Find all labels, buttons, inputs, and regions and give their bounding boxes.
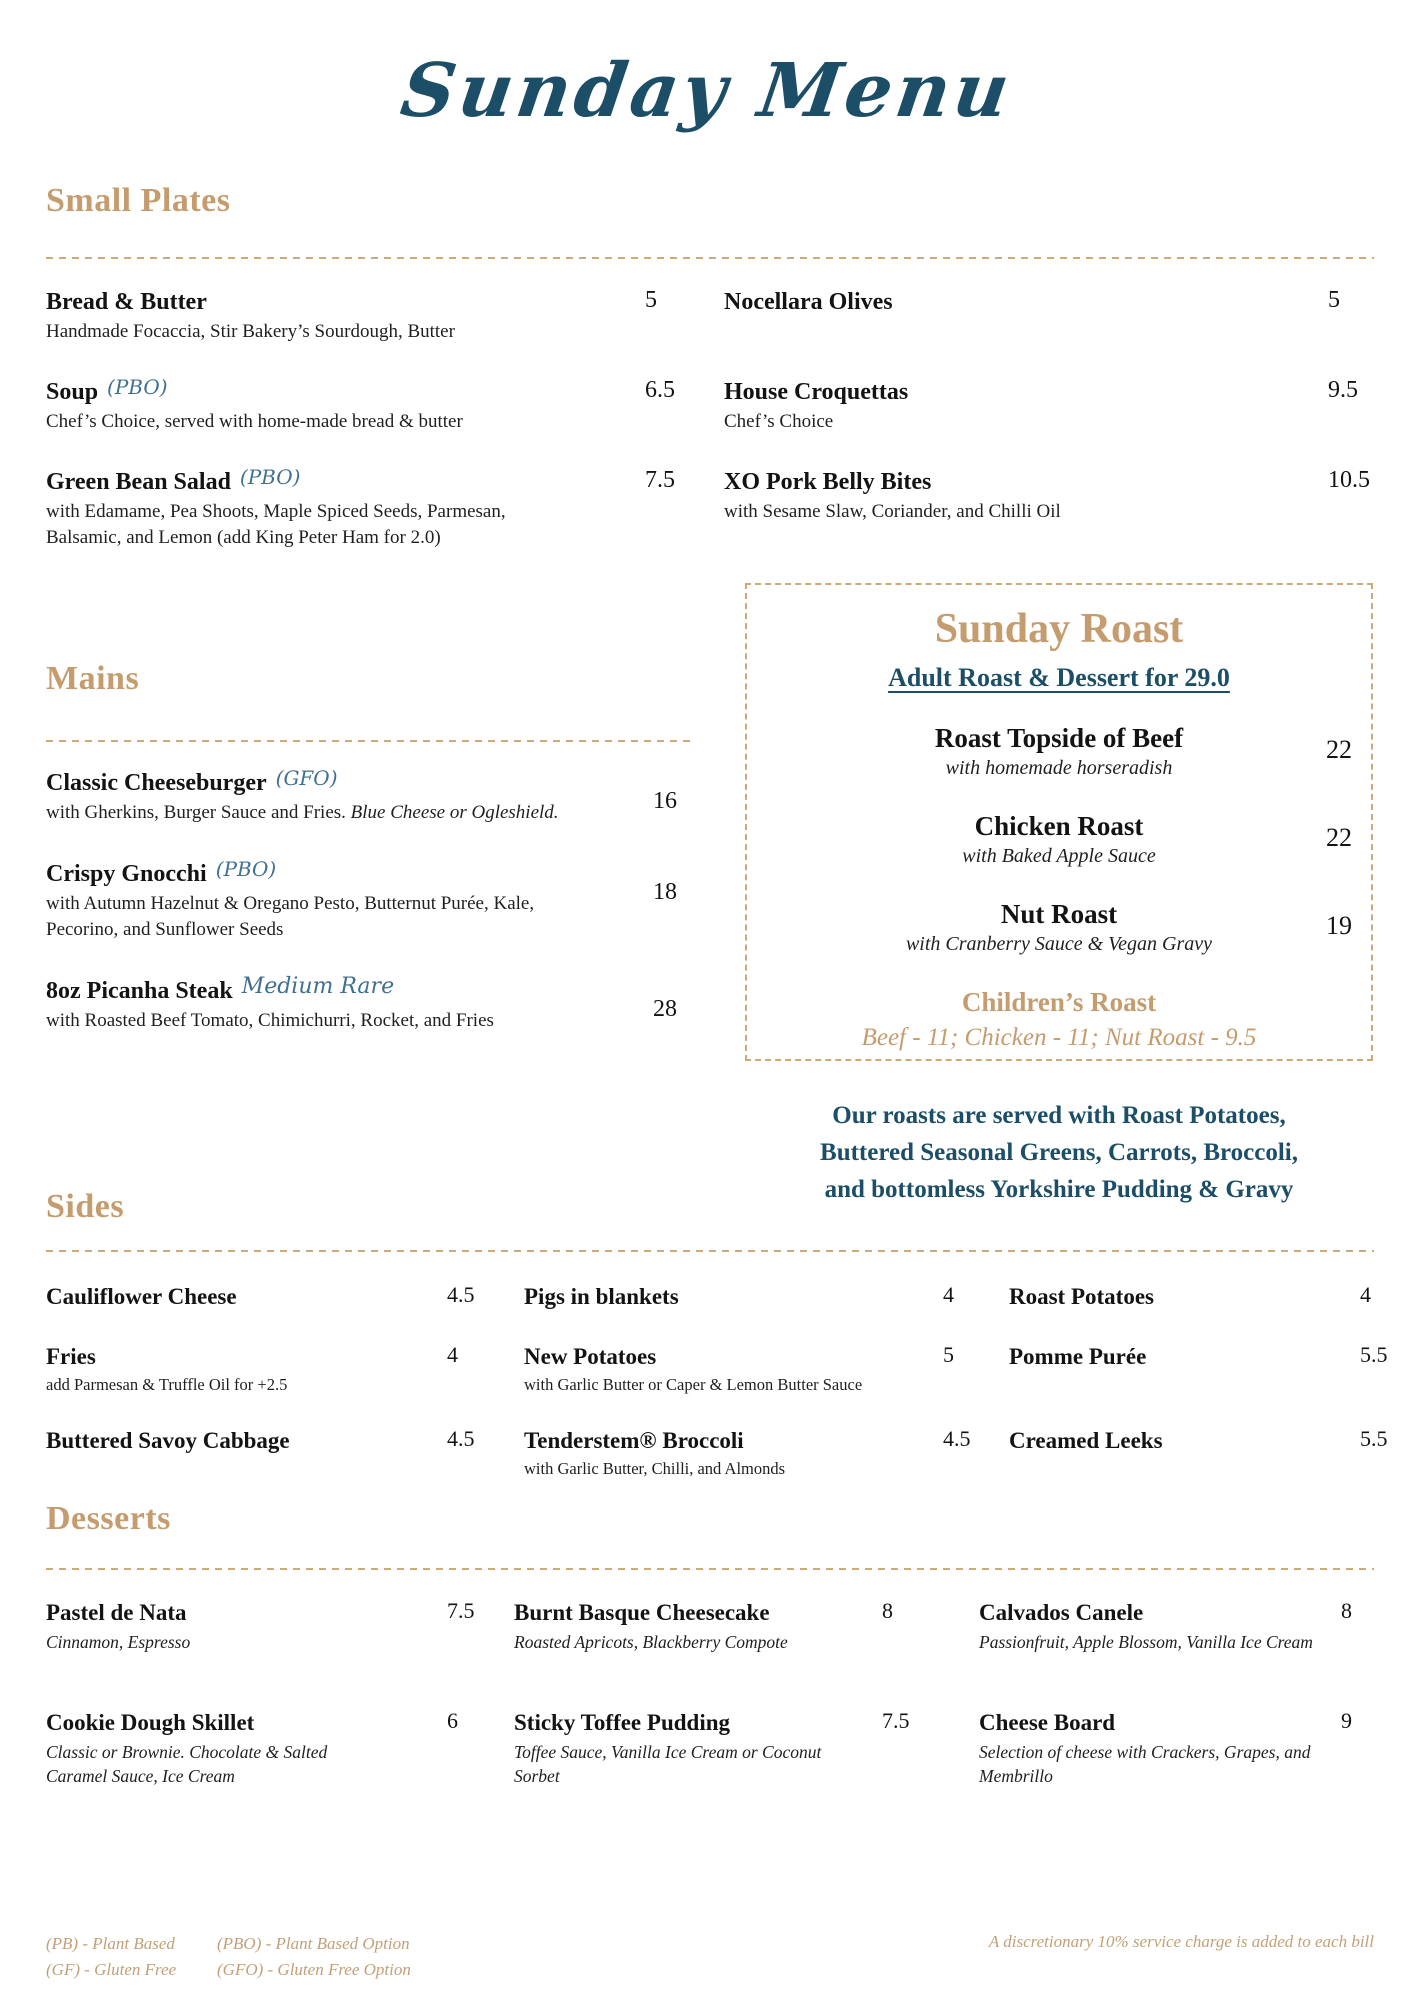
menu-item-bread-butter <box>46 287 706 345</box>
item-name: Nut Roast <box>1000 899 1118 929</box>
dietary-tag: (PBO) <box>107 375 168 399</box>
menu-title: Sunday Menu <box>395 48 1019 134</box>
item-name: Roast Potatoes <box>1009 1284 1154 1309</box>
item-price: 9.5 <box>1328 377 1358 403</box>
menu-item-new-potatoes <box>524 1342 954 1396</box>
item-name: Chicken Roast <box>974 811 1144 841</box>
roast-item-nut <box>747 897 1371 957</box>
item-name: XO Pork Belly Bites <box>724 469 932 495</box>
item-price: 9 <box>1341 1708 1352 1733</box>
item-price: 16 <box>653 788 677 814</box>
item-price: 10.5 <box>1328 467 1370 493</box>
item-name: Soup <box>46 379 99 405</box>
sunday-roast-box <box>745 583 1373 1061</box>
item-price: 28 <box>653 996 677 1022</box>
item-description: with Cranberry Sauce & Vegan Gravy <box>905 933 1213 955</box>
item-price: 5 <box>1328 287 1340 313</box>
item-price: 5 <box>943 1342 954 1367</box>
item-description: with homemade horseradish <box>945 757 1173 779</box>
item-price: 5.5 <box>1360 1426 1388 1451</box>
section-heading-sides: Sides <box>46 1188 125 1225</box>
item-price: 6 <box>447 1708 458 1733</box>
item-description: Chef’s Choice, served with home-made bread & butter <box>46 411 463 432</box>
item-description: with Baked Apple Sauce <box>962 845 1156 867</box>
item-price: 7.5 <box>645 467 675 493</box>
item-price: 5.5 <box>1360 1342 1388 1367</box>
item-description: Cinnamon, Espresso <box>46 1632 191 1652</box>
sides-section <box>46 1282 1388 1480</box>
item-name: Pigs in blankets <box>524 1284 679 1309</box>
item-name: Cauliflower Cheese <box>46 1284 237 1309</box>
item-description: Selection of cheese with Crackers, Grapes, and Membrillo <box>979 1742 1311 1786</box>
item-price: 8 <box>1341 1598 1352 1623</box>
menu-item-creamed-leeks <box>1009 1426 1388 1480</box>
item-price: 4.5 <box>943 1426 971 1451</box>
item-name: Cookie Dough Skillet <box>46 1710 255 1735</box>
item-price: 4.5 <box>447 1282 475 1307</box>
item-price: 4 <box>943 1282 954 1307</box>
menu-item-fries <box>46 1342 460 1396</box>
menu-item-cookie-dough-skillet <box>46 1708 460 1788</box>
roast-box-offer: Adult Roast & Dessert for 29.0 <box>888 663 1230 692</box>
item-price: 22 <box>1326 735 1352 764</box>
item-name: Roast Topside of Beef <box>934 723 1184 753</box>
item-name: Tenderstem® Broccoli <box>524 1428 744 1453</box>
item-price: 19 <box>1326 911 1352 940</box>
item-description: with Gherkins, Burger Sauce and Fries. Blue Cheese or Ogleshield. <box>46 802 559 823</box>
menu-item-classic-cheeseburger <box>46 768 736 826</box>
item-description: Roasted Apricots, Blackberry Compote <box>514 1632 788 1652</box>
item-name: New Potatoes <box>524 1344 657 1369</box>
item-name: Creamed Leeks <box>1009 1428 1163 1453</box>
item-price: 7.5 <box>882 1708 910 1733</box>
item-price: 4 <box>1360 1282 1371 1307</box>
item-price: 5 <box>645 287 657 313</box>
item-name: Calvados Canele <box>979 1600 1144 1625</box>
children-roast-prices: Beef - 11; Chicken - 11; Nut Roast - 9.5 <box>861 1024 1257 1051</box>
item-description: with Garlic Butter, Chilli, and Almonds <box>524 1459 786 1478</box>
item-name: Green Bean Salad <box>46 469 231 495</box>
item-description: Passionfruit, Apple Blossom, Vanilla Ice Cream <box>979 1632 1313 1652</box>
dietary-tag: (GFO) <box>275 766 338 790</box>
menu-item-pastel-de-nata <box>46 1598 475 1654</box>
divider <box>46 1568 1374 1570</box>
item-description: Handmade Focaccia, Stir Bakery’s Sourdough, Butter <box>46 321 455 342</box>
item-price: 4.5 <box>447 1426 475 1451</box>
menu-item-picanha-steak <box>46 976 736 1034</box>
legend-pbo: (PBO) - Plant Based Option <box>217 1934 410 1953</box>
item-name: Buttered Savoy Cabbage <box>46 1428 290 1453</box>
item-name: Cheese Board <box>979 1710 1116 1735</box>
item-name: Nocellara Olives <box>724 289 893 315</box>
section-heading-mains: Mains <box>46 660 140 697</box>
menu-item-pomme-puree <box>1009 1342 1388 1396</box>
item-description: Chef’s Choice <box>724 411 834 432</box>
divider <box>46 1250 1374 1252</box>
children-roast-heading: Children’s Roast <box>961 987 1157 1017</box>
item-name: House Croquettas <box>724 379 909 405</box>
item-description: with Autumn Hazelnut & Oregano Pesto, Butternut Purée, Kale, Pecorino, and Sunflower Seeds <box>46 893 535 940</box>
menu-item-savoy-cabbage <box>46 1426 475 1480</box>
mains-section <box>46 768 736 1067</box>
item-description: Toffee Sauce, Vanilla Ice Cream or Coconut Sorbet <box>514 1742 822 1786</box>
item-description: with Edamame, Pea Shoots, Maple Spiced Seeds, Parmesan, Balsamic, and Lemon (add King Peter Ham for 2.0) <box>46 501 506 548</box>
menu-item-basque-cheesecake <box>514 1598 925 1654</box>
menu-item-crispy-gnocchi <box>46 859 736 943</box>
item-price: 18 <box>653 879 677 905</box>
roast-box-title: Sunday Roast <box>934 606 1184 652</box>
menu-item-green-bean-salad <box>46 467 706 551</box>
roast-item-chicken <box>747 809 1371 869</box>
item-name: Pastel de Nata <box>46 1600 187 1625</box>
menu-item-tenderstem-broccoli <box>524 1426 971 1480</box>
menu-item-sticky-toffee-pudding <box>514 1708 925 1788</box>
dietary-tag: (PBO) <box>239 465 301 489</box>
item-price: 22 <box>1326 823 1352 852</box>
item-name: Classic Cheeseburger <box>46 770 267 796</box>
legend-gfo: (GFO) - Gluten Free Option <box>217 1960 411 1979</box>
divider <box>46 740 690 742</box>
item-name: Bread & Butter <box>46 289 207 315</box>
dietary-tag: (PBO) <box>215 857 277 881</box>
legend-pb: (PB) - Plant Based <box>46 1934 175 1953</box>
roast-accompaniments-note: Our roasts are served with Roast Potatoes, Buttered Seasonal Greens, Carrots, Broccoli, and bottomless Yorkshire Pudding & Gravy <box>820 1102 1298 1203</box>
legend-gf: (GF) - Gluten Free <box>46 1960 177 1979</box>
service-charge-note: A discretionary 10% service charge is added to each bill <box>988 1932 1374 1951</box>
item-price: 6.5 <box>645 377 675 403</box>
item-name: Burnt Basque Cheesecake <box>514 1600 770 1625</box>
menu-item-nocellara-olives <box>724 287 1374 345</box>
menu-item-house-croquettas <box>724 377 1374 435</box>
item-price: 4 <box>447 1342 458 1367</box>
dietary-legend <box>46 1932 411 1982</box>
item-description: with Roasted Beef Tomato, Chimichurri, Rocket, and Fries <box>46 1010 494 1031</box>
item-description: add Parmesan & Truffle Oil for +2.5 <box>46 1375 288 1394</box>
cooking-note-tag: Medium Rare <box>241 974 395 999</box>
item-name: Fries <box>46 1344 96 1369</box>
item-description: with Garlic Butter or Caper & Lemon Butter Sauce <box>524 1375 863 1394</box>
item-description: Classic or Brownie. Chocolate & Salted Caramel Sauce, Ice Cream <box>46 1742 328 1786</box>
item-description: with Sesame Slaw, Coriander, and Chilli Oil <box>724 501 1061 522</box>
menu-item-cauliflower-cheese <box>46 1282 475 1312</box>
menu-item-roast-potatoes <box>1009 1282 1374 1312</box>
item-name: Crispy Gnocchi <box>46 861 207 887</box>
divider <box>46 257 1374 259</box>
item-name: 8oz Picanha Steak <box>46 978 233 1004</box>
menu-item-pigs-in-blankets <box>524 1282 954 1312</box>
roast-item-beef <box>747 721 1371 781</box>
item-price: 7.5 <box>447 1598 475 1623</box>
section-heading-small-plates: Small Plates <box>46 182 231 219</box>
section-heading-desserts: Desserts <box>46 1500 171 1537</box>
menu-item-cheese-board <box>979 1708 1352 1788</box>
item-name: Sticky Toffee Pudding <box>514 1710 730 1735</box>
menu-item-calvados-canele <box>979 1598 1352 1654</box>
small-plates-section <box>46 287 1374 551</box>
item-price: 8 <box>882 1598 893 1623</box>
item-name: Pomme Purée <box>1009 1344 1147 1369</box>
menu-item-xo-pork-belly-bites <box>724 467 1374 551</box>
desserts-section <box>46 1598 1374 1788</box>
menu-item-soup <box>46 377 706 435</box>
